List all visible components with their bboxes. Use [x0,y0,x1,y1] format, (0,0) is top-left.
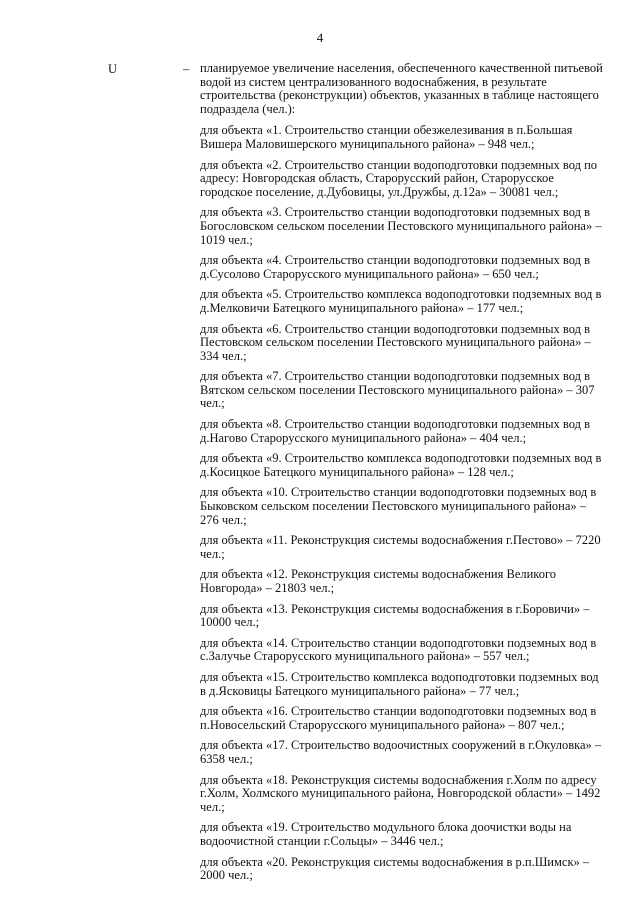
list-item-1: для объекта «1. Строительство станции обезжелезивания в п.Большая Вишера Маловишерского муниципального района» – 948 чел.; [200,123,573,151]
list-item-11: для объекта «11. Реконструкция системы водоснабжения г.Пестово» – 7220 чел.; [200,533,601,561]
list-item-14: для объекта «14. Строительство станции водоподготовки подземных вод в с.Залучье Старорусского муниципального района» – 557 чел.; [200,635,597,664]
list-item-4: для объекта «4. Строительство станции водоподготовки подземных вод в д.Сусолово Старорусского муниципального района» – 650 чел.; [200,253,590,281]
list-item-2: для объекта «2. Строительство станции водоподготовки подземных вод по адресу: Новгородская область, Старорусский район, Старорусское городское поселение, д.Дубовицы, ул.Дружбы, д.12а» – 30081 чел.; [200,157,598,199]
list-item-7: для объекта «7. Строительство станции водоподготовки подземных вод в Вятском сельском поселении Пестовского муниципального района» – 307 чел.; [200,369,595,411]
list-item-6: для объекта «6. Строительство станции водоподготовки подземных вод в Пестовском сельском поселении Пестовского муниципального района» – 334 чел.; [200,321,591,363]
page-number: 4 [316,30,324,45]
list-item-17: для объекта «17. Строительство водоочистных сооружений в г.Окуловка» – 6358 чел.; [200,738,602,766]
list-item-18: для объекта «18. Реконструкция системы водоснабжения г.Холм по адресу г.Холм, Холмского муниципального района, Новгородской области» – 1492 чел.; [200,772,601,814]
list-item-13: для объекта «13. Реконструкция системы водоснабжения в г.Боровичи» – 10000 чел.; [200,601,590,630]
list-item-9: для объекта «9. Строительство комплекса водоподготовки подземных вод в д.Косицкое Батецкого муниципального района» – 128 чел.; [200,451,602,479]
list-item-8: для объекта «8. Строительство станции водоподготовки подземных вод в д.Нагово Старорусского муниципального района» – 404 чел.; [200,417,590,445]
list-item-15: для объекта «15. Строительство комплекса водоподготовки подземных вод в д.Ясковицы Батецкого муниципального района» – 77 чел.; [200,669,599,698]
list-item-3: для объекта «3. Строительство станции водоподготовки подземных вод в Богословском сельском поселении Пестовского муниципального района» – 1019 чел.; [200,205,602,247]
row-marker: U [108,62,118,76]
list-item-5: для объекта «5. Строительство комплекса водоподготовки подземных вод в д.Мелковичи Батецкого муниципального района» – 177 чел.; [200,287,602,315]
list-item-20: для объекта «20. Реконструкция системы водоснабжения в р.п.Шимск» – 2000 чел.; [200,854,590,883]
list-item-12: для объекта «12. Реконструкция системы водоснабжения Великого Новгорода» – 21803 чел.; [200,567,557,595]
list-item-16: для объекта «16. Строительство станции водоподготовки подземных вод в п.Новосельский Старорусского муниципального района» – 807 чел.; [200,704,597,732]
list-item-19: для объекта «19. Строительство модульного блока доочистки воды на водоочистной станции г.Сольцы» – 3446 чел.; [200,820,572,848]
document-body [200,62,604,890]
list-item-10: для объекта «10. Строительство станции водоподготовки подземных вод в Быковском сельском поселении Пестовского муниципального района» – 276 чел.; [200,485,597,527]
intro-paragraph: планируемое увеличение населения, обеспеченного качественной питьевой водой из систем централизованного водоснабжения, в результате строительства (реконструкции) объектов, указанных в таблице настоящего подраздела (чел.): [200,61,603,116]
list-dash: – [183,62,190,76]
